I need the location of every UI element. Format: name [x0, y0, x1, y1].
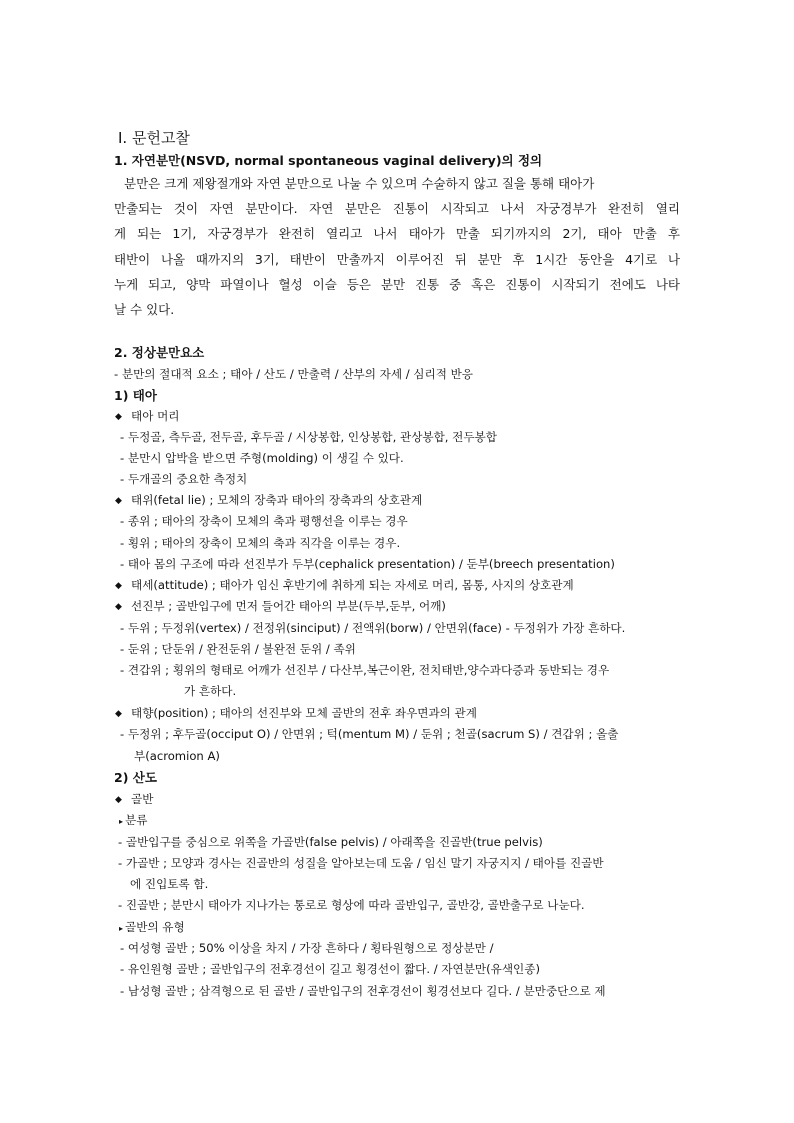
list-item: - 견갑위 ; 횡위의 형태로 어깨가 선진부 / 다산부,복근이완, 전치태반,양수과다증과 동반되는 경우: [120, 663, 610, 677]
presenting-part-label: 선진부 ; 골반입구에 먼저 들어간 태아의 부분(두부,둔부, 어깨): [131, 599, 446, 613]
section-2-intro: - 분만의 절대적 요소 ; 태아 / 산도 / 만출력 / 산부의 자세 / 심리적 반응: [114, 367, 473, 381]
paragraph-line: 날 수 있다.: [114, 302, 175, 317]
paragraph-line: 만출되는 것이 자연 분만이다. 자연 분만은 진통이 시작되고 나서 자궁경부가 완전히 열리: [114, 201, 680, 216]
pelvis-label: 골반: [131, 792, 154, 806]
section-1-heading: 1. 자연분만(NSVD, normal spontaneous vaginal delivery)의 정의: [114, 153, 543, 168]
list-item: - 종위 ; 태아의 장축이 모체의 축과 평행선을 이루는 경우: [120, 514, 408, 528]
diamond-bullet-icon: ◆: [115, 709, 122, 719]
subsection-birth-canal-heading: 2) 산도: [114, 770, 157, 785]
subsection-fetus-heading: 1) 태아: [114, 388, 157, 403]
list-item-continuation: 에 진입토록 함.: [130, 877, 209, 891]
diamond-bullet-icon: ◆: [115, 795, 122, 805]
list-item: - 유인원형 골반 ; 골반입구의 전후경선이 길고 횡경선이 짧다. / 자연분만(유색인종): [120, 962, 540, 976]
paragraph-line: 게 되는 1기, 자궁경부가 완전히 열리고 나서 태아가 만출 되기까지의 2기, 태아 만출 후: [114, 226, 680, 241]
triangle-bullet-icon: ▸: [119, 924, 124, 933]
list-item: - 여성형 골반 ; 50% 이상을 차지 / 가장 흔하다 / 횡타원형으로 정상분만 /: [120, 941, 494, 955]
list-item: - 가골반 ; 모양과 경사는 진골반의 성질을 알아보는데 도움 / 임신 말기 자궁지지 / 태아를 진골반: [118, 856, 604, 870]
diamond-bullet-icon: ◆: [115, 581, 122, 591]
list-item: - 두위 ; 두정위(vertex) / 전정위(sinciput) / 전액위(borw) / 안면위(face) - 두정위가 가장 흔하다.: [120, 621, 626, 635]
position-label: 태향(position) ; 태아의 선진부와 모체 골반의 전후 좌우면과의 관계: [131, 706, 477, 720]
section-2-heading: 2. 정상분만요소: [114, 345, 205, 360]
list-item: - 분만시 압박을 받으면 주형(molding) 이 생길 수 있다.: [120, 451, 404, 465]
list-item: - 태아 몸의 구조에 따라 선진부가 두부(cephalick presentation) / 둔부(breech presentation): [120, 557, 615, 571]
triangle-bullet-icon: ▸: [119, 817, 124, 826]
paragraph-line: 누게 되고, 양막 파열이나 혈성 이슬 등은 분만 진통 중 혹은 진통이 시작되기 전에도 나타: [114, 277, 680, 292]
list-item: - 두정골, 측두골, 전두골, 후두골 / 시상봉합, 인상봉합, 관상봉합, 전두봉합: [120, 430, 497, 444]
diamond-bullet-icon: ◆: [115, 412, 122, 422]
fetal-head-label: 태아 머리: [131, 409, 180, 423]
fetal-lie-label: 태위(fetal lie) ; 모체의 장축과 태아의 장축과의 상호관계: [131, 493, 423, 507]
list-item-continuation: 가 흔하다.: [184, 684, 237, 698]
diamond-bullet-icon: ◆: [115, 496, 122, 506]
list-item-continuation: 부(acromion A): [134, 749, 220, 763]
attitude-label: 태세(attitude) ; 태아가 임신 후반기에 취하게 되는 자세로 머리, 몸통, 사지의 상호관계: [131, 578, 574, 592]
diamond-bullet-icon: ◆: [115, 602, 122, 612]
paragraph-line: 분만은 크게 제왕절개와 자연 분만으로 나눌 수 있으며 수술하지 않고 질을 통해 태아가: [124, 176, 595, 191]
classification-label: [119, 815, 147, 827]
paragraph-line: 태반이 나올 때까지의 3기, 태반이 만출까지 이루어진 뒤 분만 후 1시간 동안을 4기로 나: [114, 252, 680, 267]
section-title: Ⅰ. 문헌고찰: [118, 129, 190, 147]
list-item: - 횡위 ; 태아의 장축이 모체의 축과 직각을 이루는 경우.: [120, 536, 401, 550]
list-item: - 두개골의 중요한 측정치: [120, 472, 248, 486]
list-item: - 골반입구를 중심으로 위쪽을 가골반(false pelvis) / 아래쪽을 진골반(true pelvis): [118, 835, 543, 849]
classification-text: 분류: [125, 813, 148, 827]
list-item: - 남성형 골반 ; 삼격형으로 된 골반 / 골반입구의 전후경선이 횡경선보다 길다. / 분만중단으로 제: [120, 984, 606, 998]
pelvis-types-text: 골반의 유형: [125, 920, 185, 934]
list-item: - 두정위 ; 후두골(occiput O) / 안면위 ; 턱(mentum M) / 둔위 ; 천골(sacrum S) / 견갑위 ; 올출: [120, 727, 619, 741]
list-item: - 둔위 ; 단둔위 / 완전둔위 / 불완전 둔위 / 족위: [120, 642, 356, 656]
list-item: - 진골반 ; 분만시 태아가 지나가는 통로로 형상에 따라 골반입구, 골반강, 골반출구로 나눈다.: [118, 898, 585, 912]
pelvis-types-label: [119, 922, 185, 934]
